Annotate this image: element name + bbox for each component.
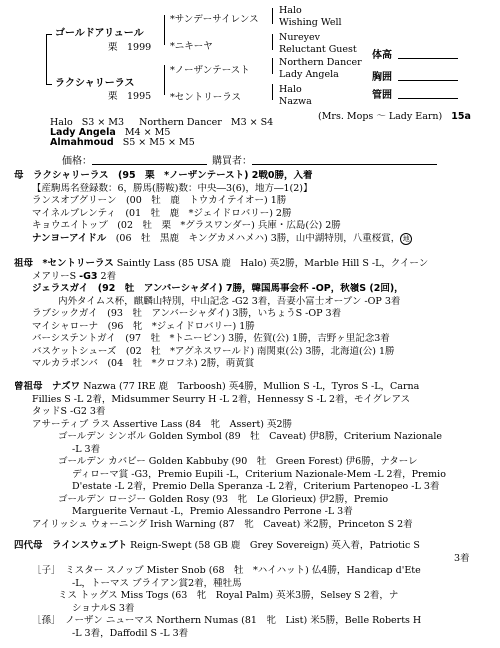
- produce-item: マルカラボンバ (04 牡 *クロフネ) 2勝，萌黄賞: [32, 358, 255, 369]
- inbreed-horse: Halo: [50, 117, 73, 128]
- produce-item: アイリッシュ ウォーニング Irish Warning (87 牝 Caveat) 米2勝，Princeton S 2着: [32, 518, 413, 530]
- grandchildren-label: ［孫］: [32, 615, 56, 626]
- produce-item: ゴールデン カバビー Golden Kabbuby (90 牡 Green Forest) 伊6勝，ナターレ: [58, 456, 418, 467]
- pedigree-bracket: [46, 34, 47, 84]
- height-field[interactable]: [398, 58, 458, 59]
- record-line: タッドS -G2 3着: [32, 406, 106, 417]
- third-dam-name: ナズワ: [52, 381, 81, 392]
- produce-item: -L 3着，Daffodil S -L 3着: [72, 627, 189, 639]
- dam-sire: *ノーザンテースト: [170, 65, 250, 76]
- buyer-field[interactable]: [252, 164, 437, 165]
- record-line: Saintly Lass (85 USA 鹿 Halo) 英2勝，Marble Hill S -L，クイーン: [116, 258, 429, 269]
- produce-item: D'estate -L 2着，Premio Della Speranza -L 2着，Criterium Partenopeo -L 3着: [72, 481, 440, 492]
- section-label: 四代母: [14, 540, 43, 551]
- produce-item: バーシステントガイ (97 牡 *トニービン) 3勝，佐賀(公) 1勝，吉野ヶ里記念3着: [32, 333, 390, 344]
- cannon-field[interactable]: [398, 98, 458, 99]
- produce-item: Marguerite Vernaut -L，Premio Alessandro Perrone -L 3着: [72, 506, 353, 517]
- g3-4: Reluctant Guest: [279, 44, 357, 55]
- record-line: Fillies S -L 2着，Midsummer Seurry H -L 2着，Hennessy S -L 2着，モイグレアス: [32, 393, 411, 405]
- family-line: [318, 108, 471, 122]
- price-label: 価格：: [62, 156, 92, 167]
- inbreed-horse: Lady Angela: [50, 127, 116, 138]
- produce-item: ジェラスガイ (92 牡 アンバーシャダイ) 7勝，韓国馬事会杯 -OP，秋嶺S (2回)，: [32, 283, 404, 294]
- fourth-dam-section: [14, 540, 484, 640]
- local-mark-icon: 地: [400, 233, 412, 245]
- family-name: (Mrs. Mops ～ Lady Earn): [318, 111, 443, 122]
- pedigree-bracket: [272, 84, 273, 100]
- dam-name: ラクシャリーラス: [55, 78, 135, 89]
- section-label: 祖母: [14, 258, 34, 269]
- produce-item: バスケットシューズ (02 牡 *アグネスワールド) 南関東(公) 3勝，北海道(公) 1勝: [32, 345, 395, 357]
- sire-sire: *サンデーサイレンス: [170, 14, 259, 25]
- produce-item: ミス トッグス Miss Togs (63 牝 Royal Palm) 英米3勝，Selsey S 2着，ナ: [58, 590, 399, 601]
- sire-dam: *ニキーヤ: [170, 41, 213, 52]
- height-label: 体高: [372, 50, 392, 61]
- second-dam-name: *セントリーラス: [42, 258, 114, 269]
- produce-item: -L 3着: [72, 443, 101, 455]
- produce-item: ディローマ賞 -G3，Premio Eupili -L，Criterium Nazionale-Mem -L 2着，Premio: [72, 468, 446, 480]
- third-dam-section: [14, 381, 484, 531]
- pedigree-bracket: [272, 58, 273, 74]
- record-line: 3着: [454, 552, 470, 564]
- pedigree-bracket: [272, 34, 273, 50]
- g3-2: Wishing Well: [279, 17, 342, 28]
- pedigree-bracket: [46, 84, 52, 85]
- produce-item: アサーティブ ラス Assertive Lass (84 牝 Assert) 英2勝: [32, 418, 293, 430]
- record-line: Nazwa (77 IRE 鹿 Tarboosh) 英4勝，Mullion S -L，Tyros S -L，Carna: [83, 381, 420, 392]
- record-line: メアリーS: [32, 270, 77, 282]
- produce-item: 内外タイムス杯，麒麟山特別，中山記念 -G2 3着，吾妻小富士オープン -OP 3着: [58, 295, 401, 307]
- record-line: 2着: [97, 270, 117, 282]
- produce-summary: 【産駒馬名登録数：6，勝馬(勝鞍)数：中央―3(6)，地方―1(2)】: [32, 182, 313, 194]
- second-dam-section: [14, 258, 484, 371]
- dam-line: ラクシャリーラス (95 栗 *ノーザンテースト) 2戦0勝，入着: [33, 170, 313, 181]
- produce-item: ランスオブグリーン (00 牡 鹿 トウカイテイオー) 1勝: [32, 195, 287, 206]
- children-label: ［子］: [32, 565, 56, 576]
- inbreed-horse: Northern Dancer: [139, 117, 222, 128]
- dam-info: 栗 1995: [108, 91, 152, 102]
- inbreeding-line-3: [50, 137, 195, 148]
- dam-section: [14, 170, 484, 245]
- section-label: 母: [14, 170, 24, 181]
- produce-item: ミスター スノッブ Mister Snob (68 牡 *ハイハット) 仏4勝，Handicap d'Ete: [65, 565, 421, 576]
- g3-6: Lady Angela: [279, 69, 339, 80]
- grade-badge: -G3: [79, 270, 98, 282]
- produce-item: ゴールデン シンボル Golden Symbol (89 牡 Caveat) 伊8勝，Criterium Nazionale: [58, 431, 443, 442]
- sire-info: 栗 1999: [108, 42, 152, 53]
- buyer-label: 購買者：: [212, 156, 252, 167]
- sire-name: ゴールドアリュール: [55, 28, 144, 39]
- produce-item: ゴールデン ロージー Golden Rosy (93 牝 Le Glorieux) 伊2勝，Premio: [58, 493, 389, 505]
- fourth-dam-name: ラインスウェプト: [52, 540, 128, 551]
- inbreed-cross: M4 × M5: [124, 127, 171, 138]
- produce-item: マイネルプレンティ (01 牡 鹿 *ジェイドロバリー) 2勝: [32, 207, 292, 219]
- pedigree-bracket: [46, 34, 52, 35]
- produce-item: ラブシックガイ (93 牡 アンバーシャダイ) 3勝，いちょうS -OP 3着: [32, 308, 342, 319]
- g3-3: Nureyev: [279, 32, 320, 43]
- inbreed-cross: M3 × S4: [230, 117, 274, 128]
- produce-item: キョウエイトップ (02 牡 栗 *グラスワンダー) 兵庫・広島(公) 2勝: [32, 220, 341, 231]
- inbreed-cross: S3 × M3: [81, 117, 125, 128]
- pedigree-bracket: [164, 65, 165, 95]
- girth-label: 胸囲: [372, 72, 392, 83]
- record-line: Reign-Swept (58 GB 鹿 Grey Sovereign) 英入着，Patriotic S: [130, 540, 420, 551]
- inbreed-cross: S5 × M5 × M5: [122, 137, 195, 148]
- produce-item: ノーザン ニューマス Northern Numas (81 牝 List) 米5勝，Belle Roberts H: [65, 615, 422, 626]
- g3-5: Northern Dancer: [279, 57, 362, 68]
- produce-detail: (06 牡 黒鹿 キングカメハメハ) 3勝，山中湖特別，八重桜賞，: [106, 232, 401, 244]
- pedigree-bracket: [272, 8, 273, 24]
- family-number: 15a: [451, 111, 471, 122]
- inbreed-horse: Almahmoud: [50, 137, 114, 148]
- produce-name: ナンヨーアイドル: [32, 232, 107, 244]
- section-label: 曾祖母: [14, 381, 43, 392]
- girth-field[interactable]: [398, 80, 458, 81]
- g3-7: Halo: [279, 84, 302, 95]
- g3-8: Nazwa: [279, 96, 312, 107]
- price-field[interactable]: [92, 164, 207, 165]
- dam-dam: *セントリーラス: [170, 92, 241, 103]
- pedigree-bracket: [164, 15, 165, 45]
- produce-item: -L，トーマス ブライアン賞2着，種牡馬: [72, 577, 242, 589]
- produce-item: マイシャローナ (96 牝 *ジェイドロバリー) 1勝: [32, 320, 255, 332]
- g3-1: Halo: [279, 5, 302, 16]
- produce-item: ショナルS 3着: [72, 602, 135, 614]
- cannon-label: 管囲: [372, 90, 392, 101]
